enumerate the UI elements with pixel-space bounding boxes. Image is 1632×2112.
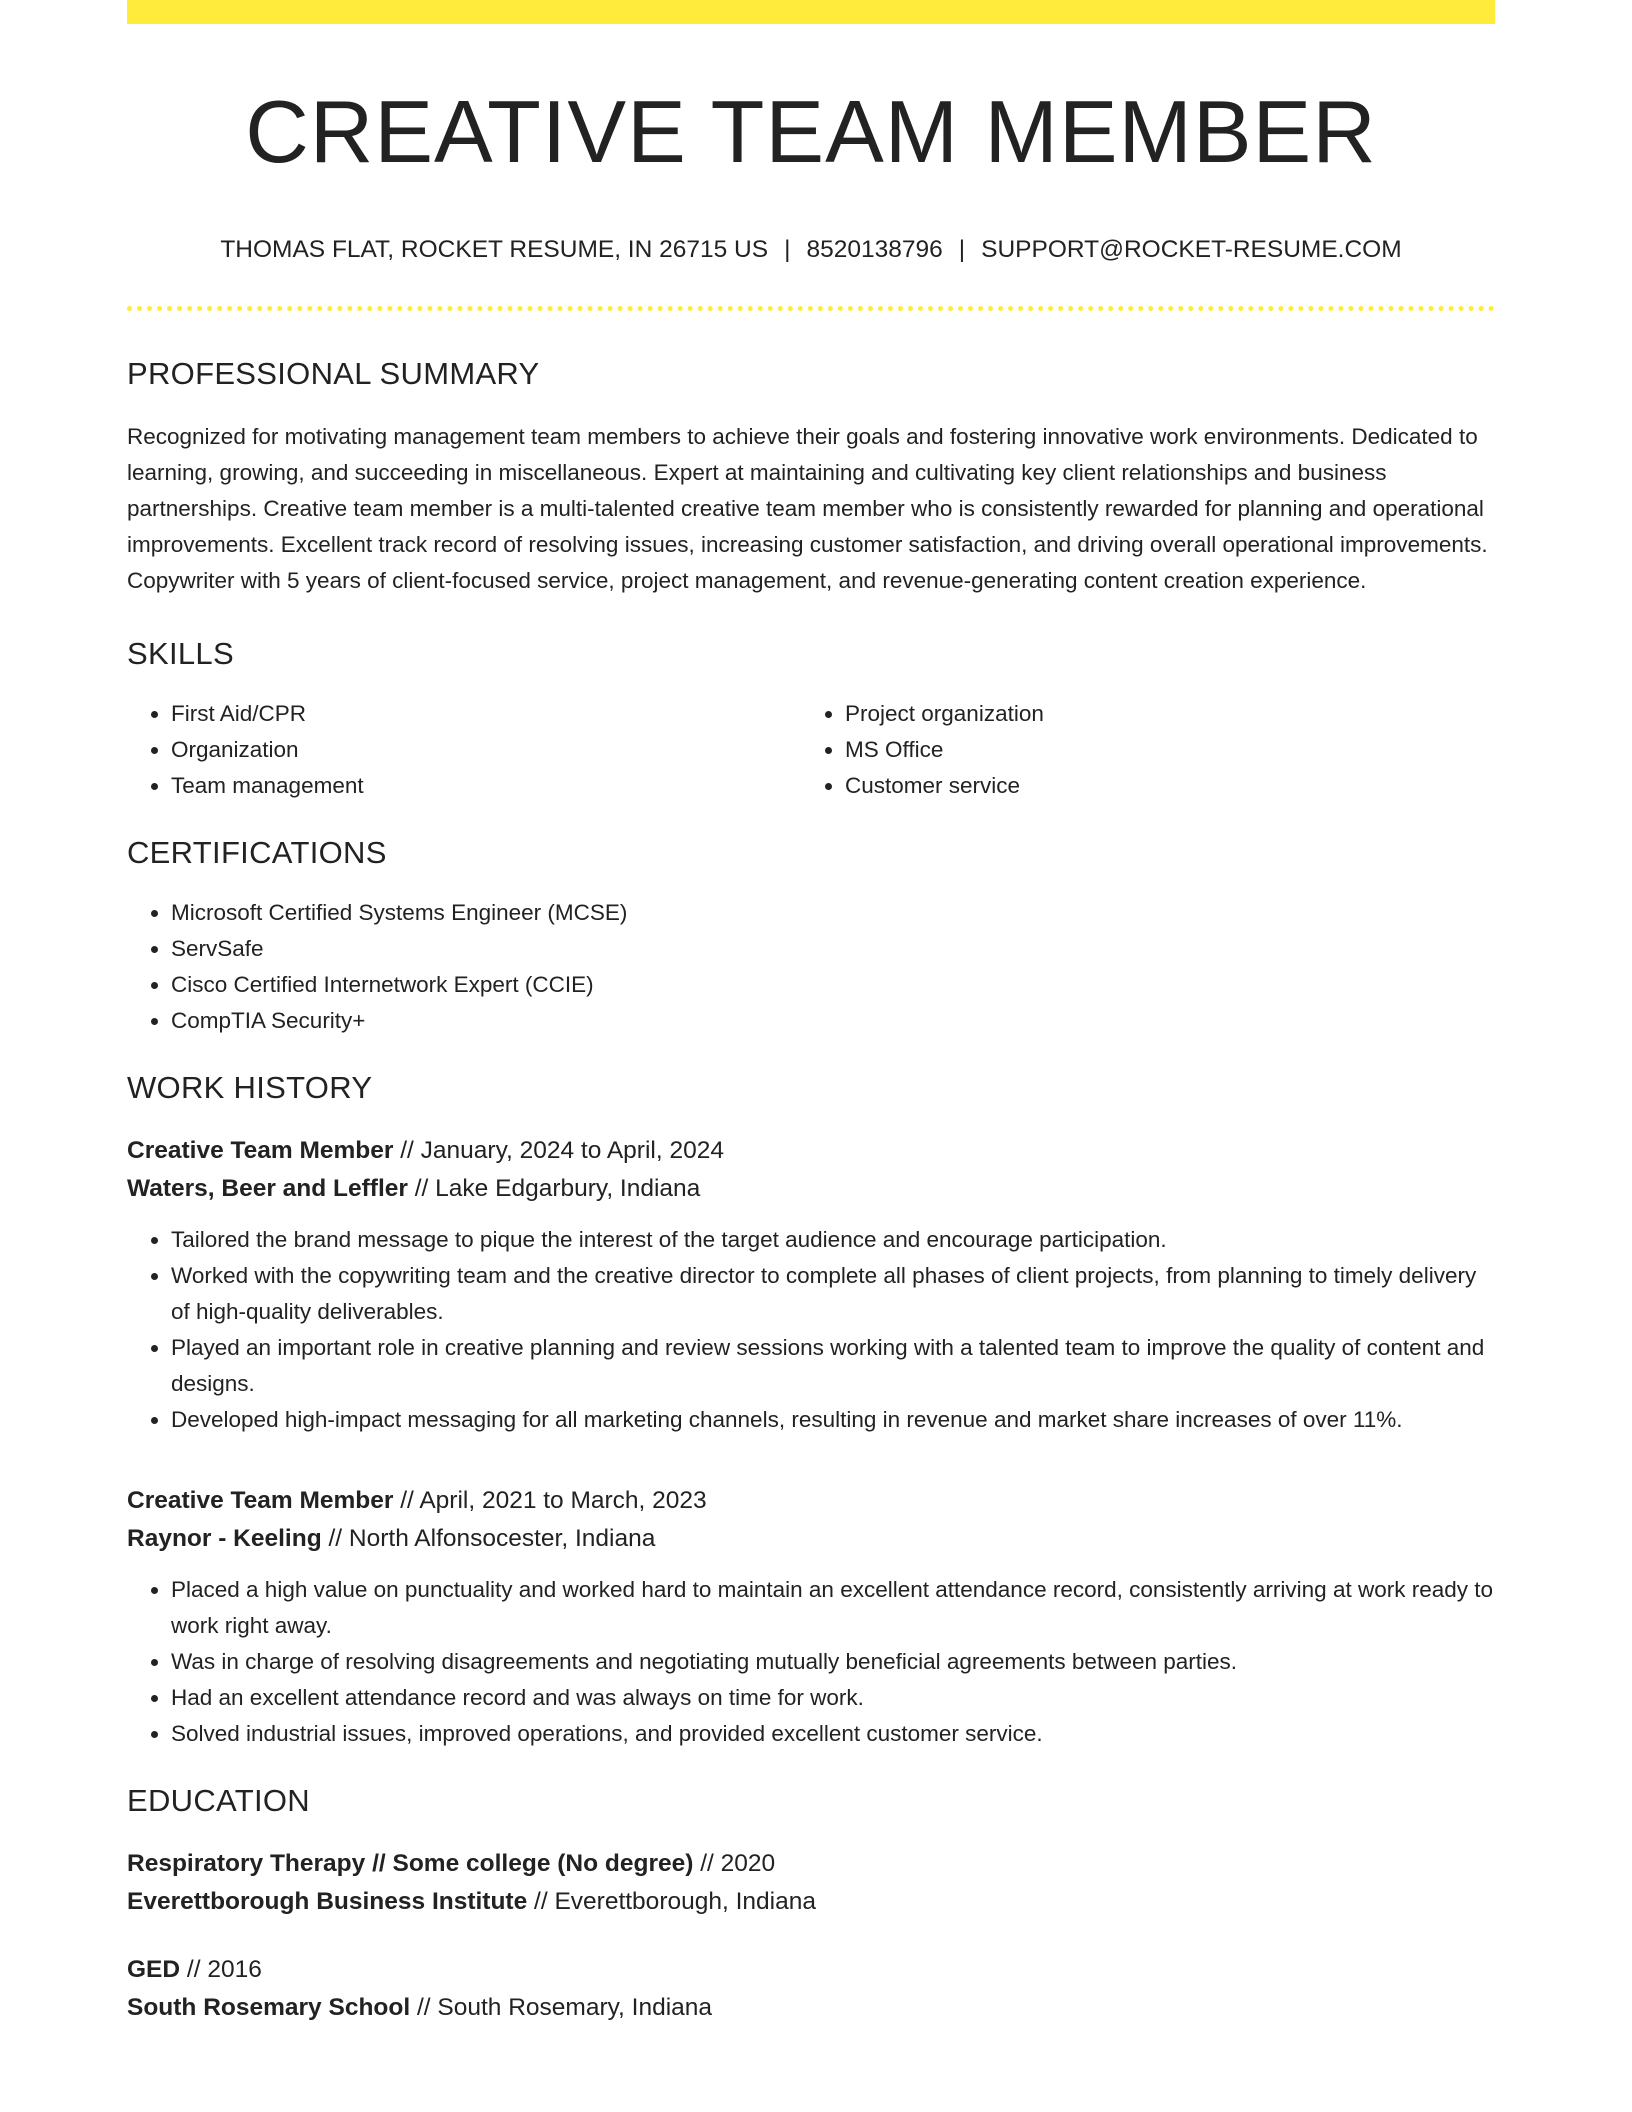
education-school: Everettborough Business Institute	[127, 1888, 528, 1916]
job-bullets	[127, 1222, 1495, 1438]
resume-page	[127, 0, 1495, 2027]
summary-heading: PROFESSIONAL SUMMARY	[127, 356, 540, 392]
skill-item: • Organization	[171, 732, 801, 768]
skills-grid	[127, 696, 1495, 804]
job-company-line	[127, 1170, 1495, 1208]
job-location: // Lake Edgarbury, Indiana	[407, 1175, 701, 1203]
education-entry	[127, 1951, 1495, 2027]
candidate-title: CREATIVE TEAM MEMBER	[245, 82, 1377, 181]
job-company: Waters, Beer and Leffler	[127, 1175, 408, 1203]
contact-separator: |	[784, 236, 791, 264]
job-dates: // January, 2024 to April, 2024	[393, 1137, 724, 1165]
contact-separator: |	[958, 236, 966, 264]
education-degree-line	[127, 1951, 1495, 1989]
certification-item: • CompTIA Security+	[171, 1003, 1495, 1039]
contact-email[interactable]: SUPPORT@ROCKET-RESUME.COM	[981, 236, 1402, 264]
education-year: // 2020	[693, 1850, 776, 1878]
certifications-heading: CERTIFICATIONS	[127, 834, 387, 870]
skill-item: • Team management	[171, 768, 801, 804]
education-school-line	[127, 1989, 1495, 2027]
job-role-line	[127, 1132, 1495, 1170]
contact-address: THOMAS FLAT, ROCKET RESUME, IN 26715 US	[220, 236, 769, 264]
education-location: // South Rosemary, Indiana	[410, 1994, 713, 2022]
education-year: // 2016	[180, 1956, 262, 1984]
job-role-line	[127, 1482, 1495, 1520]
education-school: South Rosemary School	[127, 1994, 411, 2022]
job-company-line	[127, 1520, 1495, 1558]
contact-line	[127, 236, 1495, 264]
job-bullet: • Tailored the brand message to pique the interest of the target audience and encourage participation.	[171, 1222, 1495, 1258]
education-entry	[127, 1845, 1495, 1921]
education-degree: Respiratory Therapy // Some college (No degree)	[127, 1850, 694, 1878]
job-bullet: • Worked with the copywriting team and the creative director to complete all phases of client projects, from planning to timely delivery of high-quality deliverables.	[171, 1258, 1495, 1330]
job-entry	[127, 1482, 1495, 1752]
certification-item: • Microsoft Certified Systems Engineer (MCSE)	[171, 895, 1495, 931]
job-bullet: • Was in charge of resolving disagreements and negotiating mutually beneficial agreements between parties.	[171, 1644, 1495, 1680]
top-accent-bar	[127, 0, 1495, 24]
education-school-line	[127, 1883, 1495, 1921]
skills-list-left	[127, 696, 801, 804]
job-company: Raynor - Keeling	[127, 1525, 322, 1553]
skill-item: • MS Office	[845, 732, 1475, 768]
skill-item: • Project organization	[845, 696, 1475, 732]
education-heading: EDUCATION	[127, 1783, 310, 1819]
certifications-list	[127, 895, 1495, 1039]
job-bullet: • Played an important role in creative planning and review sessions working with a talented team to improve the quality of content and designs.	[171, 1330, 1495, 1402]
skills-heading: SKILLS	[127, 635, 234, 671]
job-dates: // April, 2021 to March, 2023	[393, 1487, 707, 1515]
education-location: // Everettborough, Indiana	[527, 1888, 816, 1916]
certification-item: • Cisco Certified Internetwork Expert (CCIE)	[171, 967, 1495, 1003]
summary-text: Recognized for motivating management team members to achieve their goals and fostering innovative work environments. Dedicated to learning, growing, and succeeding in miscellaneous. Expert at maintaining and cultivating key client relationships and business partnerships. Creative team member is a multi-talented creative team member who is consistently rewarded for planning and operational improvements. Excellent track record of resolving issues, increasing customer satisfaction, and driving overall operational improvements. Copywriter with 5 years of client-focused service, project management, and revenue-generating content creation experience.	[127, 423, 1488, 593]
skill-item: • Customer service	[845, 768, 1475, 804]
certification-item: • ServSafe	[171, 931, 1495, 967]
job-bullet: • Placed a high value on punctuality and worked hard to maintain an excellent attendance record, consistently arriving at work ready to work right away.	[171, 1572, 1495, 1644]
job-location: // North Alfonsocester, Indiana	[321, 1525, 656, 1553]
education-degree-line	[127, 1845, 1495, 1883]
contact-phone[interactable]: 8520138796	[806, 236, 943, 264]
skill-item: • First Aid/CPR	[171, 696, 801, 732]
job-bullets	[127, 1572, 1495, 1752]
job-bullet: • Solved industrial issues, improved operations, and provided excellent customer service.	[171, 1716, 1495, 1752]
job-entry	[127, 1132, 1495, 1438]
job-role: Creative Team Member	[127, 1137, 394, 1165]
job-bullet: • Developed high-impact messaging for all marketing channels, resulting in revenue and market share increases of over 11%.	[171, 1402, 1495, 1438]
job-role: Creative Team Member	[127, 1487, 394, 1515]
skills-list-right	[801, 696, 1475, 804]
job-bullet: • Had an excellent attendance record and was always on time for work.	[171, 1680, 1495, 1716]
dotted-divider	[127, 306, 1495, 311]
work-history-heading: WORK HISTORY	[127, 1069, 373, 1105]
education-degree: GED	[127, 1956, 181, 1984]
